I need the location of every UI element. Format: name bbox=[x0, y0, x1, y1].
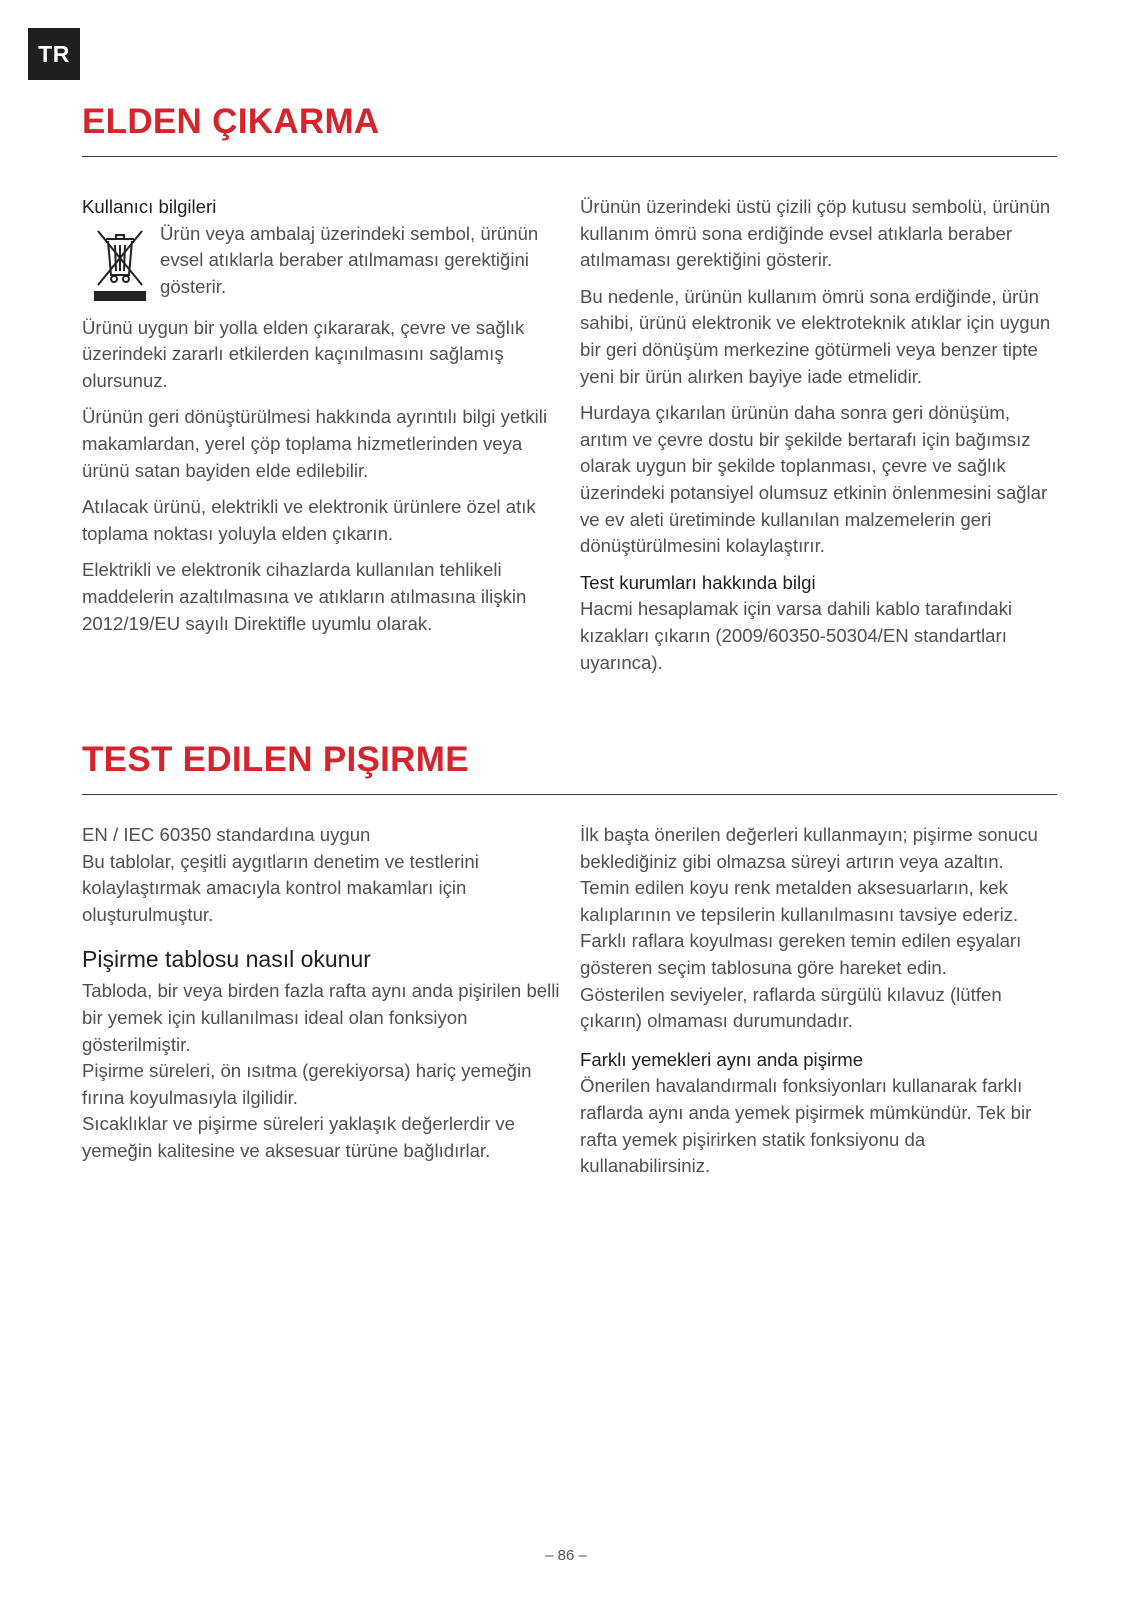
user-info-heading: Kullanıcı bilgileri bbox=[82, 196, 217, 217]
weee-symbol-block bbox=[82, 221, 560, 305]
disposal-left-paragraph: Ürünü uygun bir yolla elden çıkararak, çevre ve sağlık üzerindeki zararlı etkilerden kaçınılmasını sağlamış olursunuz. bbox=[82, 316, 525, 391]
cooking-table-heading: Pişirme tablosu nasıl okunur bbox=[82, 946, 371, 973]
recommended-values-text: İlk başta önerilen değerleri kullanmayın; pişirme sonucu beklediğiniz gibi olmazsa süreyi artırın veya azaltın. Temin edilen koyu renk metalden aksesuarların, kek kalıplarının ve tepsilerin kullanılmasını tavsiye ederiz. Farklı raflara koyulması gereken temin edilen eşyaları gösteren seçim tablosuna göre hareket edin. bbox=[580, 824, 1038, 978]
cooking-table-text: Pişirme süreleri, ön ısıtma (gerekiyorsa) hariç yemeğin fırına koyulmasıyla ilgilidir. bbox=[82, 1060, 532, 1108]
disposal-title: ELDEN ÇIKARMA bbox=[82, 102, 380, 141]
disposal-right-paragraph: Bu nedenle, ürünün kullanım ömrü sona erdiğinde, ürün sahibi, ürünü elektronik ve elektroteknik atıklar için uygun bir geri dönüşüm merkezine götürmeli veya benzer tipte yeni bir ürün alırken bayiye iade etmelidir. bbox=[580, 285, 1051, 387]
disposal-right-column bbox=[580, 194, 1058, 676]
disposal-left-paragraph: Ürünün geri dönüştürülmesi hakkında ayrıntılı bilgi yetkili makamlardan, yerel çöp toplama hizmetlerinden veya ürünü satan bayiden elde edilebilir. bbox=[82, 406, 548, 481]
language-badge: TR bbox=[28, 28, 80, 80]
disposal-left-paragraph: Elektrikli ve elektronik cihazlarda kullanılan tehlikeli maddelerin azaltılmasına ve atıkların atılmasına ilişkin 2012/19/EU sayılı Direktifle uyumlu olarak. bbox=[82, 559, 527, 634]
tested-left-column bbox=[82, 822, 560, 1165]
multi-cooking-heading: Farklı yemekleri aynı anda pişirme bbox=[580, 1048, 864, 1070]
disposal-right-paragraph: Hurdaya çıkarılan ürünün daha sonra geri dönüşüm, arıtım ve çevre dostu bir şekilde bertarafı için bağımsız olarak uygun bir şekilde toplanması, çevre ve sağlık üzerindeki potansiyel olumsuz etkinin önlenmesini sağlar ve ev aleti üretiminde kullanılan malzemelerin geri dönüştürülmesini kolaylaştırır. bbox=[580, 402, 1048, 557]
cooking-table-text: Tabloda, bir veya birden fazla rafta aynı anda pişirilen belli bir yemek için kullanılması ideal olan fonksiyon gösterilmiştir. bbox=[82, 980, 560, 1055]
disposal-left-column bbox=[82, 194, 560, 647]
disposal-left-paragraph: Atılacak ürünü, elektrikli ve elektronik ürünlere özel atık toplama noktası yoluyla elden çıkarın. bbox=[82, 496, 536, 544]
tables-intro: Bu tablolar, çeşitli aygıtların denetim ve testlerini kolaylaştırmak amacıyla kontrol makamları için oluşturulmuştur. bbox=[82, 850, 479, 925]
test-institutes-text: Hacmi hesaplamak için varsa dahili kablo tarafındaki kızakları çıkarın (2009/60350-50304/EN standartları uyarınca). bbox=[580, 598, 1012, 673]
levels-text: Gösterilen seviyeler, raflarda sürgülü kılavuz (lütfen çıkarın) olmaması durumundadır. bbox=[580, 983, 1002, 1032]
tested-cooking-title: TEST EDILEN PIŞIRME bbox=[82, 740, 469, 779]
tested-right-column bbox=[580, 822, 1058, 1180]
page-number: – 86 – bbox=[545, 1547, 587, 1564]
test-institutes-heading: Test kurumları hakkında bilgi bbox=[580, 571, 816, 593]
cooking-table-text: Sıcaklıklar ve pişirme süreleri yaklaşık değerlerdir ve yemeğin kalitesine ve aksesuar türüne bağlıdırlar. bbox=[82, 1113, 515, 1161]
disposal-right-paragraph: Ürünün üzerindeki üstü çizili çöp kutusu sembolü, ürünün kullanım ömrü sona erdiğinde evsel atıklarla beraber atılmaması gerektiğini gösterir. bbox=[580, 196, 1051, 271]
disposal-divider bbox=[82, 156, 1057, 157]
standard-line: EN / IEC 60350 standardına uygun bbox=[82, 824, 371, 845]
multi-cooking-text: Önerilen havalandırmalı fonksiyonları kullanarak farklı raflarda aynı anda yemek pişirmek mümkündür. Tek bir rafta yemek pişirirken statik fonksiyonu da kullanabilirsiniz. bbox=[580, 1075, 1032, 1177]
symbol-description: Ürün veya ambalaj üzerindeki sembol, ürünün evsel atıklarla beraber atılmaması gerektiğini gösterir. bbox=[160, 222, 539, 297]
crossed-bin-icon bbox=[90, 225, 150, 305]
tested-cooking-divider bbox=[82, 794, 1057, 795]
